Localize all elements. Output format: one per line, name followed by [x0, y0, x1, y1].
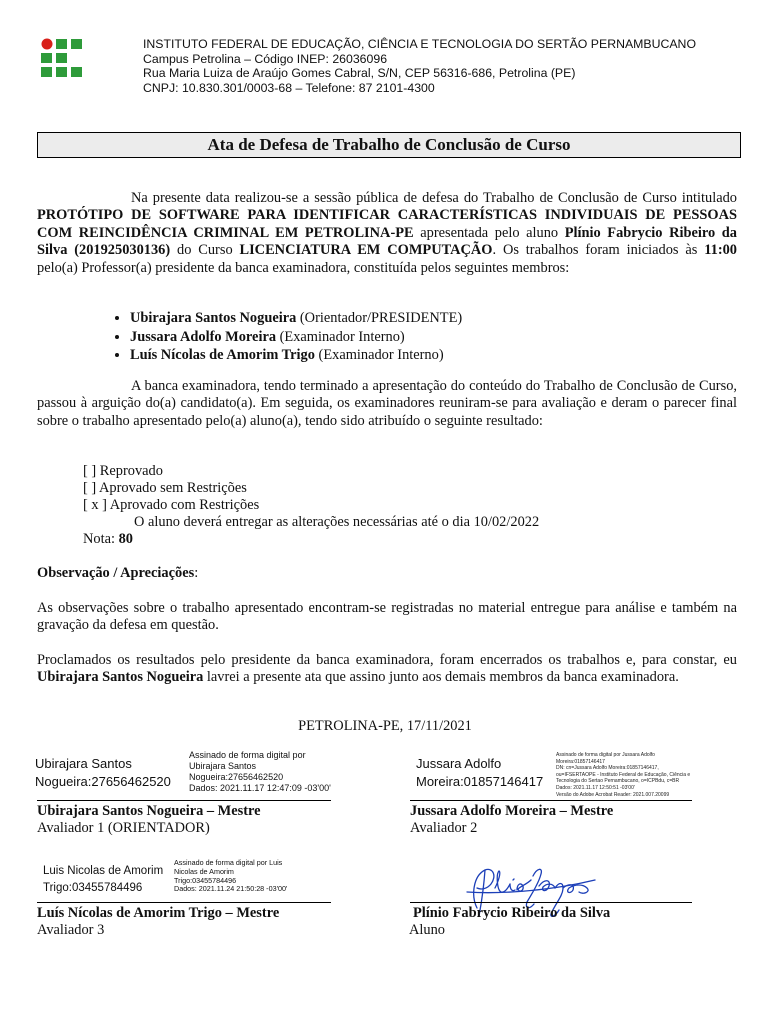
signer-block-1	[37, 803, 261, 837]
closing-name: Ubirajara Santos Nogueira	[37, 669, 204, 686]
signer-block-4	[409, 905, 611, 939]
closing-text: Proclamados os resultados pelo presidente da banca examinadora, foram encerrados os trabalhos e, para constar, eu	[37, 652, 737, 668]
intro-text: pelo(a) Professor(a) presidente da banca examinadora, constituída pelos seguintes membros:	[37, 259, 570, 276]
logo-square	[56, 53, 67, 63]
signer-role: Avaliador 1 (ORIENTADOR)	[37, 820, 210, 836]
start-time: 11:00	[704, 242, 737, 259]
city-date: PETROLINA-PE, 17/11/2021	[298, 718, 472, 734]
signature-detail: Dados: 2021.11.24 21:50:28 -03'00'	[174, 884, 288, 894]
institution-header	[143, 37, 696, 95]
signer-role: Avaliador 3	[37, 922, 105, 938]
signer-block-2	[410, 803, 613, 837]
digital-signature-3	[43, 863, 163, 897]
logo-red-dot	[42, 39, 53, 50]
course-name: LICENCIATURA EM COMPUTAÇÃO	[239, 242, 493, 259]
signature-line	[37, 902, 331, 903]
list-item	[130, 346, 462, 365]
signer-role: Aluno	[409, 922, 445, 938]
institute-logo	[40, 38, 110, 80]
signature-cert-name: Trigo:03455784496	[43, 882, 143, 894]
grade-label: Nota:	[83, 531, 119, 547]
work-title: PROTÓTIPO DE SOFTWARE PARA IDENTIFICAR CARACTERÍSTICAS INDIVIDUAIS DE PESSOAS COM REINCIDÊNCIA CRIMINAL EM PETROLINA-PE	[37, 207, 737, 241]
deadline-text: O aluno deverá entregar as alterações necessárias até o dia 10/02/2022	[134, 514, 540, 530]
member-name: Luís Nícolas de Amorim Trigo	[130, 347, 315, 363]
student-name: Plínio Fabrycio Ribeiro da Silva (201925030136)	[37, 224, 737, 259]
intro-text: do Curso	[170, 242, 240, 259]
logo-square	[71, 39, 82, 49]
member-role: (Examinador Interno)	[276, 328, 405, 345]
document-title: Ata de Defesa de Trabalho de Conclusão de Curso	[37, 132, 741, 158]
result-option: [ x ] Aprovado com Restrições	[83, 497, 260, 513]
digital-signature-2-details	[556, 752, 690, 798]
observations-colon: :	[194, 565, 199, 581]
digital-signature-3-details	[174, 859, 287, 894]
signer-name: Plínio Fabrycio Ribeiro da Silva	[413, 905, 611, 921]
logo-square	[71, 67, 82, 77]
intro-paragraph	[37, 190, 737, 277]
header-line: INSTITUTO FEDERAL DE EDUCAÇÃO, CIÊNCIA E TECNOLOGIA DO SERTÃO PERNAMBUCANO	[143, 37, 697, 51]
member-role: (Orientador/PRESIDENTE)	[296, 310, 463, 326]
intro-text: Na presente data realizou-se a sessão pública de defesa do Trabalho de Conclusão de Curso intitulado	[131, 190, 737, 206]
logo-square	[56, 39, 67, 49]
signature-detail: Ubirajara Santos	[189, 761, 257, 771]
committee-members	[108, 309, 462, 365]
signature-detail: Dados: 2021.11.17 12:47:09 -03'00'	[189, 783, 331, 793]
digital-signature-1	[35, 755, 171, 791]
signature-detail: Trigo:03455784496	[174, 875, 237, 885]
member-role: (Examinador Interno)	[314, 347, 444, 363]
signature-detail: Assinado de forma digital por	[189, 750, 306, 760]
signature-cert-name: Luis Nicolas de Amorim	[43, 865, 164, 877]
header-line: Campus Petrolina – Código INEP: 26036096	[143, 51, 388, 66]
intro-text: . Os trabalhos foram iniciados às	[492, 242, 705, 259]
logo-square	[41, 67, 52, 77]
intro-text: apresentada pelo aluno	[413, 224, 565, 241]
logo-square	[56, 67, 67, 77]
digital-signature-1-details	[189, 750, 331, 794]
grade-value: 80	[118, 531, 133, 547]
member-name: Jussara Adolfo Moreira	[130, 328, 277, 345]
signature-cert-name: Moreira:01857146417	[416, 774, 544, 789]
signature-detail: Nicolas de Amorim	[174, 866, 234, 876]
observations-text: As observações sobre o trabalho apresentado encontram-se registradas no material entregue para análise e também na gravação da defesa em questão.	[37, 600, 737, 634]
signer-name: Ubirajara Santos Nogueira – Mestre	[37, 803, 261, 819]
signature-line	[410, 800, 692, 801]
result-block	[83, 463, 539, 548]
closing-paragraph	[37, 652, 737, 687]
digital-signature-2	[416, 755, 543, 791]
grade-line	[83, 531, 539, 548]
result-option: [ ] Aprovado sem Restrições	[83, 480, 247, 496]
signature-detail: Assinado de forma digital por Luis	[174, 858, 283, 867]
list-item	[130, 328, 462, 347]
signature-cert-name: Ubirajara Santos	[35, 756, 132, 771]
signature-detail: Versão do Adobe Acrobat Reader: 2021.007.20099	[556, 791, 670, 798]
observations-title: Observação / Apreciações	[37, 565, 195, 581]
member-name: Ubirajara Santos Nogueira	[130, 310, 297, 326]
signature-detail: Assinado de forma digital por Jussara Adolfo	[556, 752, 655, 758]
evaluation-paragraph: A banca examinadora, tendo terminado a apresentação do conteúdo do Trabalho de Conclusão de Curso, passou à arguição do(a) candidato(a). Em seguida, os examinadores reuniram-se para avaliação e deram o parecer final sobre o trabalho apresentado pelo(a) aluno(a), tendo sido atribuído o seguinte resultado:	[37, 378, 737, 429]
result-option: [ ] Reprovado	[83, 463, 163, 479]
signature-detail: DN: cn=Jussara Adolfo Moreira:01857146417,	[556, 765, 659, 772]
signature-detail: ou=IFSERTAOPE - Instituto Federal de Educação, Ciência e	[556, 771, 691, 778]
signer-name: Luís Nícolas de Amorim Trigo – Mestre	[37, 905, 280, 921]
signature-cert-name: Nogueira:27656462520	[35, 774, 171, 789]
signature-line	[37, 800, 331, 801]
logo-square	[41, 53, 52, 63]
signature-detail: Nogueira:27656462520	[189, 772, 284, 782]
signer-role: Avaliador 2	[410, 820, 478, 836]
signature-detail: Tecnologia do Sertao Pernambucano, o=ICPBdu, c=BR	[556, 778, 680, 785]
closing-text: lavrei a presente ata que assino junto aos demais membros da banca examinadora.	[203, 669, 679, 686]
header-line: Rua Maria Luiza de Araújo Gomes Cabral, S/N, CEP 56316-686, Petrolina (PE)	[143, 66, 576, 81]
signature-detail: Moreira:01857146417	[556, 758, 605, 765]
signature-line	[410, 902, 692, 903]
header-line: CNPJ: 10.830.301/0003-68 – Telefone: 87 2101-4300	[143, 80, 435, 95]
signature-detail: Dados: 2021.11.17 12:50:51 -03'00'	[556, 784, 635, 791]
signature-cert-name: Jussara Adolfo	[416, 756, 502, 771]
observations-heading	[37, 565, 198, 582]
signer-name: Jussara Adolfo Moreira – Mestre	[410, 803, 614, 819]
list-item	[130, 309, 462, 328]
signer-block-3	[37, 905, 279, 939]
